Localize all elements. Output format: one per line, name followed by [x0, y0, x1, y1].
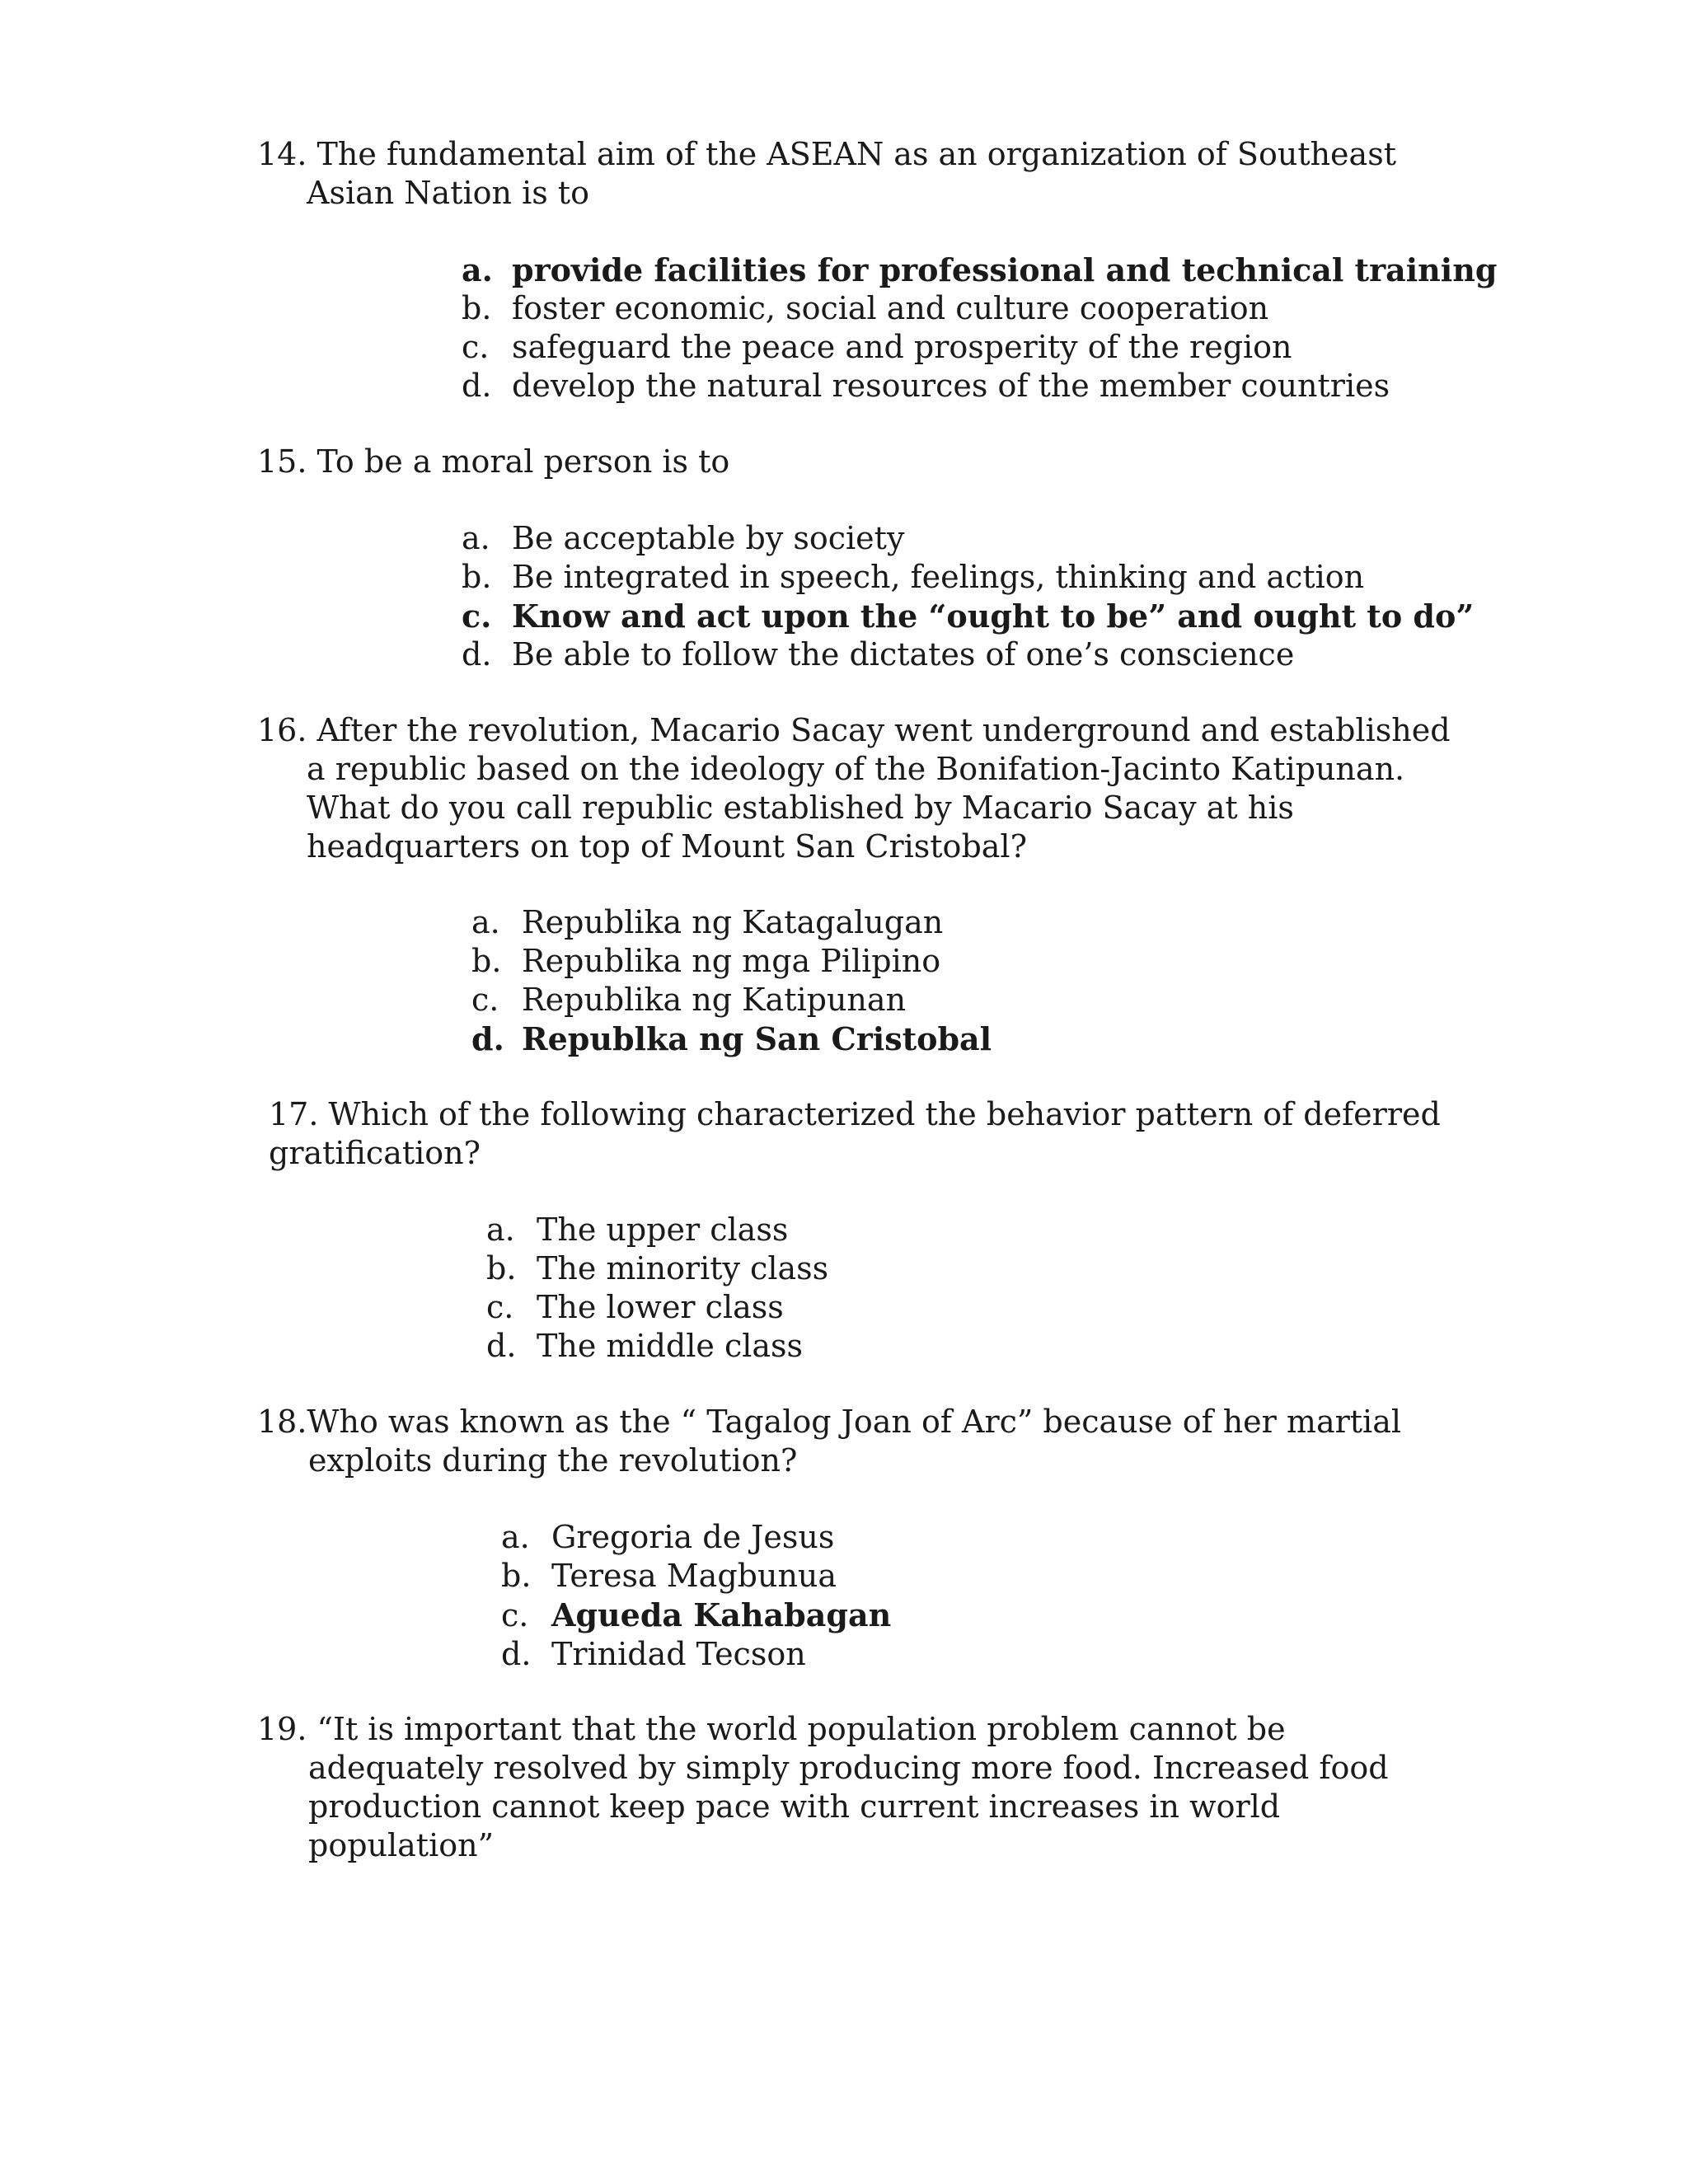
option-b: b. Republika ng mga Pilipino — [471, 943, 941, 979]
option-c: c. Republika ng Katipunan — [471, 982, 907, 1018]
option-a: a. The upper class — [486, 1212, 789, 1248]
question-16 — [257, 711, 1451, 866]
option-c: c. Know and act upon the “ought to be” and ought to do” — [462, 598, 1475, 635]
question-text-continuation: headquarters on top of Mount San Cristobal? — [307, 828, 1027, 865]
option-b: b. Teresa Magbunua — [501, 1558, 837, 1594]
question-text-continuation: production cannot keep pace with current increases in world — [308, 1788, 1281, 1825]
question-14 — [257, 135, 1396, 213]
question-text: 18.Who was known as the “ Tagalog Joan of Arc” because of her martial — [257, 1404, 1402, 1440]
options-14 — [462, 251, 1497, 405]
question-text: 15. To be a moral person is to — [257, 443, 730, 480]
option-c: c. The lower class — [486, 1289, 784, 1325]
option-b: b. Be integrated in speech, feelings, thinking and action — [462, 559, 1365, 595]
option-d: d. develop the natural resources of the member countries — [462, 368, 1390, 404]
question-18 — [257, 1403, 1401, 1480]
question-text: 16. After the revolution, Macario Sacay went underground and established — [257, 712, 1451, 748]
option-d: d. Republka ng San Cristobal — [471, 1020, 992, 1057]
question-text-continuation: What do you call republic established by Macario Sacay at his — [307, 790, 1294, 826]
question-text: 14. The fundamental aim of the ASEAN as an organization of Southeast — [257, 136, 1396, 172]
question-text-continuation: a republic based on the ideology of the Bonifation-Jacinto Katipunan. — [307, 751, 1405, 787]
question-text-continuation: population” — [308, 1827, 495, 1863]
question-text-continuation: adequately resolved by simply producing more food. Increased food — [308, 1750, 1389, 1786]
option-a: a. Be acceptable by society — [462, 520, 905, 556]
question-text-continuation: exploits during the revolution? — [308, 1442, 798, 1479]
option-d: d. Be able to follow the dictates of one’s conscience — [462, 636, 1295, 673]
option-d: d. The middle class — [486, 1328, 804, 1364]
options-17 — [486, 1211, 828, 1366]
option-b: b. foster economic, social and culture cooperation — [462, 290, 1269, 326]
question-text-continuation: Asian Nation is to — [307, 175, 589, 211]
option-d: d. Trinidad Tecson — [501, 1636, 806, 1672]
option-c: c. safeguard the peace and prosperity of the region — [462, 329, 1292, 365]
option-a: a. provide facilities for professional and technical training — [462, 251, 1498, 288]
question-text: 19. “It is important that the world population problem cannot be — [257, 1711, 1286, 1747]
question-text-continuation: gratification? — [269, 1135, 481, 1171]
question-15 — [257, 443, 729, 481]
options-18 — [501, 1518, 891, 1674]
question-17 — [269, 1095, 1441, 1173]
options-16 — [471, 903, 992, 1058]
option-a: a. Gregoria de Jesus — [501, 1519, 835, 1555]
question-text: 17. Which of the following characterized the behavior pattern of deferred — [269, 1096, 1441, 1132]
option-c: c. Agueda Kahabagan — [501, 1596, 892, 1633]
options-15 — [462, 519, 1474, 674]
option-a: a. Republika ng Katagalugan — [471, 904, 944, 940]
option-b: b. The minority class — [486, 1250, 829, 1286]
question-19 — [257, 1710, 1389, 1865]
